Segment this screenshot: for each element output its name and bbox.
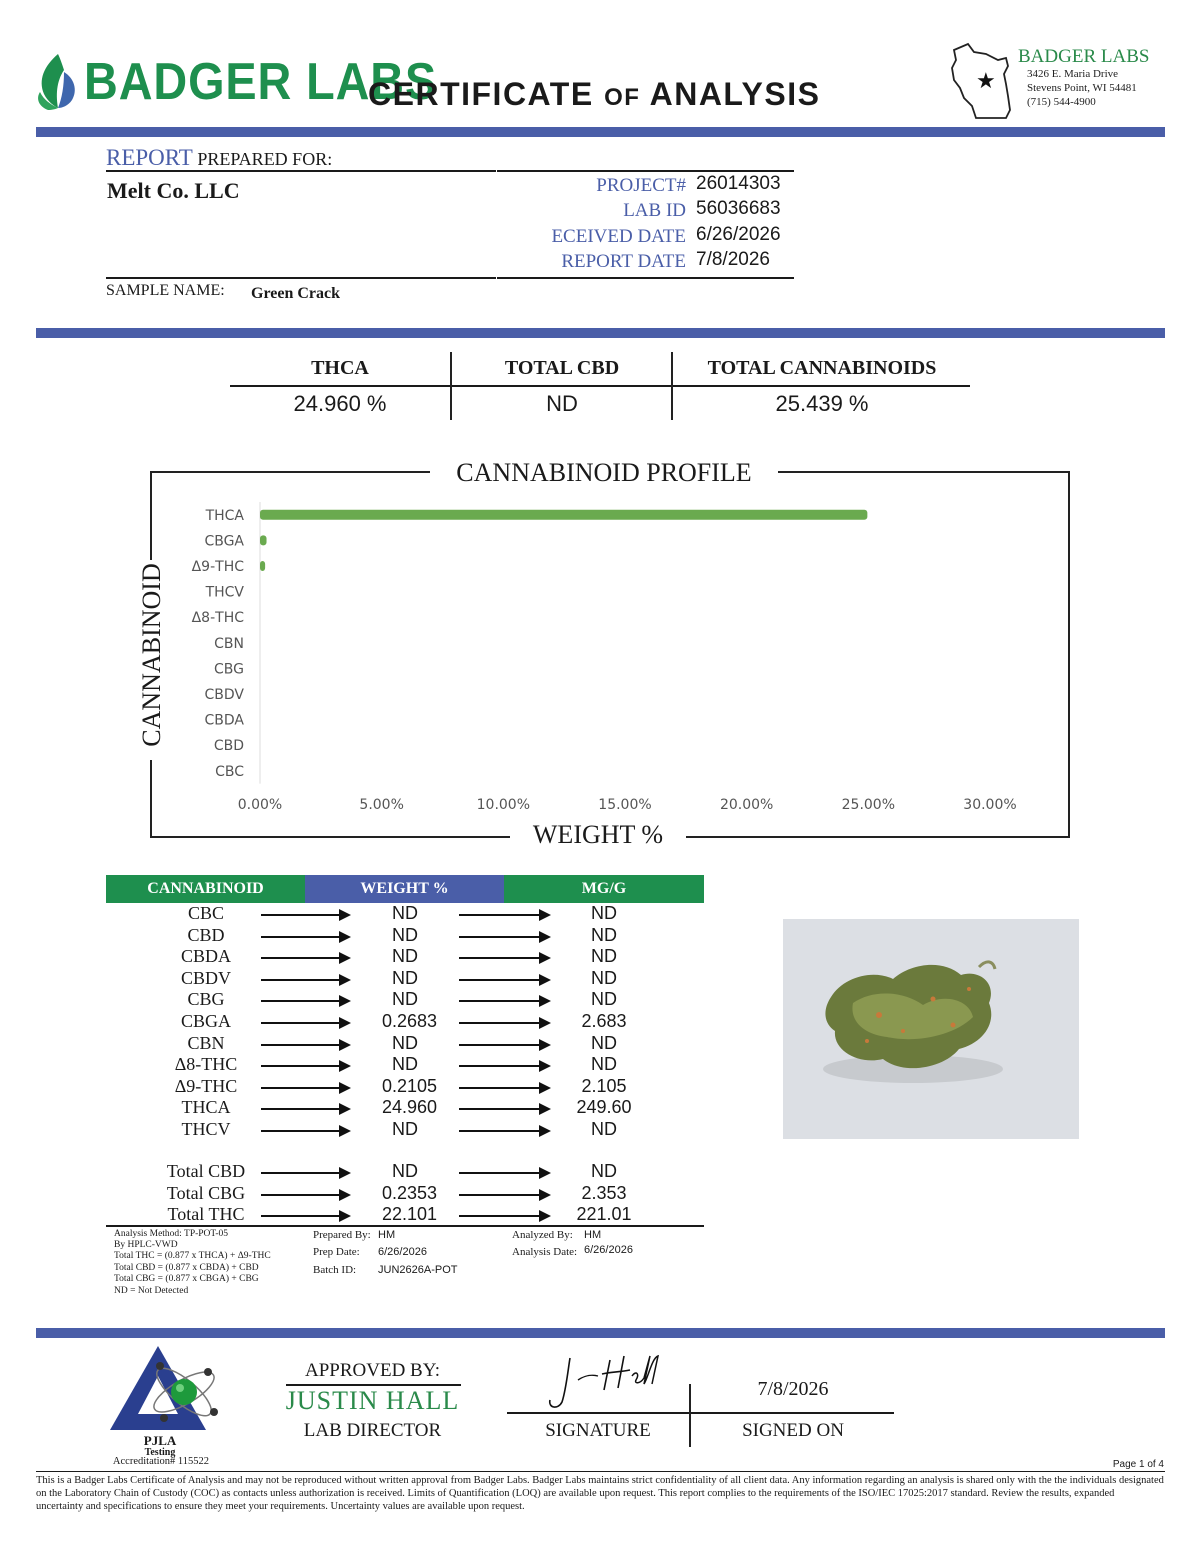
table-row (106, 1054, 704, 1075)
row-name: CBDV (180, 967, 231, 988)
row-name: CBGA (180, 1011, 231, 1031)
category-label: CBDV (204, 687, 244, 703)
received-date-label: ECEIVED DATE (551, 226, 686, 247)
row-mgg: 249.60 (576, 1097, 632, 1118)
row-name: Δ8-THC (174, 1054, 238, 1075)
chart-ylabel: CANNABINOID (137, 563, 166, 747)
row-weight: ND (392, 989, 418, 1010)
row-weight: ND (392, 1054, 418, 1075)
lab-address-line2: Stevens Point, WI 54481 (1027, 82, 1137, 94)
category-label: THCV (205, 584, 244, 601)
x-tick-label: 15.00% (598, 797, 652, 813)
approved-by-label: APPROVED BY: (305, 1360, 440, 1381)
arrow-icon (261, 936, 349, 938)
table-row (106, 1119, 704, 1140)
lab-name: BADGER LABS (1018, 46, 1150, 67)
lab-address-line1: 3426 E. Maria Drive (1027, 68, 1119, 80)
x-tick-label: 0.00% (237, 797, 283, 813)
arrow-icon (459, 1108, 549, 1110)
table-row (106, 1033, 704, 1054)
row-weight: ND (392, 967, 418, 988)
project-label: PROJECT# (596, 175, 686, 196)
brand-name: BADGER LABS (84, 53, 438, 111)
row-name: CBD (187, 924, 225, 945)
arrow-icon (459, 914, 549, 916)
report-divider (36, 328, 1165, 338)
arrow-icon (261, 1172, 349, 1174)
row-weight: ND (392, 903, 418, 923)
arrow-icon (459, 1215, 549, 1217)
row-mgg: ND (591, 1119, 617, 1139)
row-mgg: ND (591, 989, 617, 1010)
results-divider (36, 1328, 1165, 1338)
arrow-icon (261, 1044, 349, 1046)
arrow-icon (459, 1000, 549, 1002)
row-weight: 0.2105 (382, 1075, 438, 1096)
table-row (106, 1076, 704, 1097)
table-row (106, 1204, 704, 1225)
accreditation-number: Accreditation# 115522 (112, 1456, 210, 1467)
pjla-name: PJLA (143, 1433, 177, 1448)
director-name: JUSTIN HALL (285, 1386, 460, 1415)
sample-name: Green Crack (251, 285, 341, 302)
category-label: CBG (214, 661, 244, 678)
svg-text:★: ★ (976, 69, 996, 94)
table-row (106, 1011, 704, 1032)
row-name: Total THC (167, 1204, 245, 1225)
category-label: THCA (205, 507, 244, 524)
note-method: Analysis Method: TP-POT-05 (114, 1229, 229, 1239)
summary-total-label: TOTAL CANNABINOIDS (707, 357, 937, 379)
row-weight: ND (392, 924, 418, 945)
director-title: LAB DIRECTOR (303, 1420, 442, 1441)
row-mgg: ND (591, 946, 617, 967)
lab-id-label: LAB ID (623, 200, 686, 221)
row-mgg: ND (591, 903, 617, 923)
row-name: THCV (181, 1119, 231, 1139)
analyzed-by-label: Analyzed By: (512, 1229, 573, 1241)
prep-date-label: Prep Date: (313, 1246, 360, 1258)
row-weight: 22.101 (382, 1204, 438, 1225)
report-label: REPORT (106, 145, 193, 170)
row-name: CBG (187, 989, 225, 1010)
arrow-icon (261, 1194, 349, 1196)
arrow-icon (459, 1087, 549, 1089)
badger-leaf-logo-icon (34, 52, 80, 112)
row-name: Total CBD (166, 1161, 246, 1181)
pjla-accreditation-logo-icon (108, 1342, 224, 1434)
col-header-mgg: MG/G (504, 875, 704, 903)
page-title (368, 76, 820, 113)
prepared-by-label: Prepared By: (313, 1229, 371, 1241)
row-mgg: ND (591, 1032, 617, 1053)
row-mgg: 2.105 (581, 1075, 627, 1096)
category-label: CBN (214, 635, 244, 652)
arrow-icon (459, 1065, 549, 1067)
arrow-icon (459, 1194, 549, 1196)
analyzed-by: HM (584, 1229, 602, 1241)
received-date: 6/26/2026 (696, 224, 781, 245)
category-label: CBD (213, 738, 244, 755)
row-weight: 0.2353 (382, 1182, 438, 1203)
signed-on-label: SIGNED ON (742, 1420, 844, 1441)
batch-id: JUN2626A-POT (378, 1264, 458, 1276)
arrow-icon (459, 936, 549, 938)
category-label: Δ8-THC (191, 610, 244, 627)
director-signature (540, 1350, 670, 1414)
signature-label: SIGNATURE (545, 1420, 651, 1441)
report-prepared-for (106, 145, 332, 171)
row-mgg: ND (591, 1161, 617, 1181)
table-row (106, 1161, 704, 1182)
analysis-date-label: Analysis Date: (512, 1246, 578, 1258)
arrow-icon (459, 1130, 549, 1132)
note-total-cbg: Total CBG = (0.877 x CBGA) + CBG (114, 1274, 259, 1284)
row-weight: ND (392, 1032, 418, 1053)
arrow-icon (261, 1087, 349, 1089)
report-date-label: REPORT DATE (561, 251, 686, 272)
arrow-icon (261, 957, 349, 959)
title-part3: ANALYSIS (640, 76, 821, 112)
client-name: Melt Co. LLC (107, 178, 240, 203)
prep-date: 6/26/2026 (378, 1246, 427, 1258)
x-tick-label: 25.00% (841, 797, 896, 813)
category-label: Δ9-THC (191, 559, 244, 575)
table-row (106, 1097, 704, 1118)
wisconsin-map-icon (946, 40, 1022, 122)
row-weight: 0.2683 (382, 1011, 438, 1031)
row-name: CBDA (180, 946, 231, 967)
row-name: Δ9-THC (174, 1075, 238, 1096)
batch-id-label: Batch ID: (313, 1264, 357, 1276)
x-tick-label: 10.00% (476, 797, 531, 813)
row-weight: 24.960 (382, 1097, 438, 1118)
x-tick-label: 30.00% (963, 797, 1017, 813)
table-row (106, 925, 704, 946)
arrow-icon (261, 914, 349, 916)
page-number: Page 1 of 4 (1112, 1459, 1164, 1470)
table-row (106, 903, 704, 924)
summary-cbd-label: TOTAL CBD (504, 357, 620, 379)
table-row (106, 989, 704, 1010)
row-name: THCA (181, 1097, 231, 1118)
table-row (106, 1183, 704, 1204)
bar (260, 535, 267, 545)
bar (260, 561, 265, 571)
row-name: CBC (187, 903, 225, 923)
row-weight: ND (392, 1119, 418, 1139)
summary-total-value: 25.439 % (775, 391, 869, 416)
row-mgg: 2.353 (581, 1182, 627, 1203)
arrow-icon (261, 1065, 349, 1067)
lab-phone: (715) 544-4900 (1027, 96, 1096, 108)
title-part1: CERTIFICATE (368, 76, 605, 112)
table-row (106, 968, 704, 989)
x-tick-label: 5.00% (359, 797, 404, 813)
row-mgg: ND (591, 924, 617, 945)
arrow-icon (459, 957, 549, 959)
header-divider (36, 127, 1165, 137)
analysis-date: 6/26/2026 (584, 1244, 633, 1256)
prepared-by: HM (378, 1229, 396, 1241)
chart-title: CANNABINOID PROFILE (430, 458, 778, 488)
disclaimer: This is a Badger Labs Certificate of Analysis and may not be reproduced without written approval from Badger Labs. Badger Labs maintains strict confidentiality of all client data. Any information regarding an analysis is shared only with the the individuals designated on the Laboratory Chain of Custody (COC) as contacts unless authorization is received. Limits of Quantification (LOQ) are available upon request. This report complies to the requirements of the ISO/IEC 17025:2017 standard. Review the results, expanded uncertainty and specifications to ensure they meet your requirements. Uncertainty values are available upon request. (36, 1475, 1164, 1512)
summary-cbd-value: ND (546, 391, 578, 416)
lab-id: 56036683 (696, 198, 781, 219)
row-mgg: ND (591, 1054, 617, 1075)
category-label: CBGA (204, 533, 244, 550)
category-label: CBDA (204, 712, 244, 729)
bar (260, 510, 867, 520)
prepared-for-label: PREPARED FOR: (192, 149, 333, 169)
arrow-icon (261, 1000, 349, 1002)
arrow-icon (459, 979, 549, 981)
col-header-weight: WEIGHT % (305, 875, 504, 903)
row-mgg: ND (591, 967, 617, 988)
row-name: Total CBG (166, 1182, 246, 1203)
pjla-testing: Testing (144, 1447, 176, 1458)
signed-date: 7/8/2026 (757, 1378, 829, 1400)
arrow-icon (459, 1022, 549, 1024)
chart-xlabel: WEIGHT % (510, 820, 686, 850)
col-header-cannabinoid: CANNABINOID (106, 875, 305, 903)
arrow-icon (261, 979, 349, 981)
note-by: By HPLC-VWD (114, 1240, 178, 1250)
row-name: CBN (187, 1032, 225, 1053)
summary-thca-value: 24.960 % (293, 391, 387, 416)
sample-name-label: SAMPLE NAME: (106, 282, 225, 299)
arrow-icon (261, 1215, 349, 1217)
x-tick-label: 20.00% (719, 797, 774, 813)
arrow-icon (459, 1044, 549, 1046)
arrow-icon (459, 1172, 549, 1174)
note-total-thc: Total THC = (0.877 x THCA) + Δ9-THC (114, 1251, 271, 1261)
sample-photo (783, 919, 1079, 1139)
cannabinoid-bar-chart (150, 490, 1066, 820)
title-part2: OF (604, 84, 641, 111)
note-nd: ND = Not Detected (114, 1286, 189, 1296)
summary-thca-label: THCA (311, 357, 369, 379)
arrow-icon (261, 1130, 349, 1132)
row-mgg: 2.683 (581, 1011, 627, 1031)
row-weight: ND (392, 946, 418, 967)
arrow-icon (261, 1022, 349, 1024)
row-weight: ND (392, 1161, 418, 1181)
note-total-cbd: Total CBD = (0.877 x CBDA) + CBD (114, 1263, 259, 1273)
row-mgg: 221.01 (576, 1204, 632, 1225)
arrow-icon (261, 1108, 349, 1110)
project-number: 26014303 (696, 173, 781, 194)
report-date: 7/8/2026 (696, 249, 770, 270)
category-label: CBC (215, 763, 244, 780)
table-row (106, 946, 704, 967)
